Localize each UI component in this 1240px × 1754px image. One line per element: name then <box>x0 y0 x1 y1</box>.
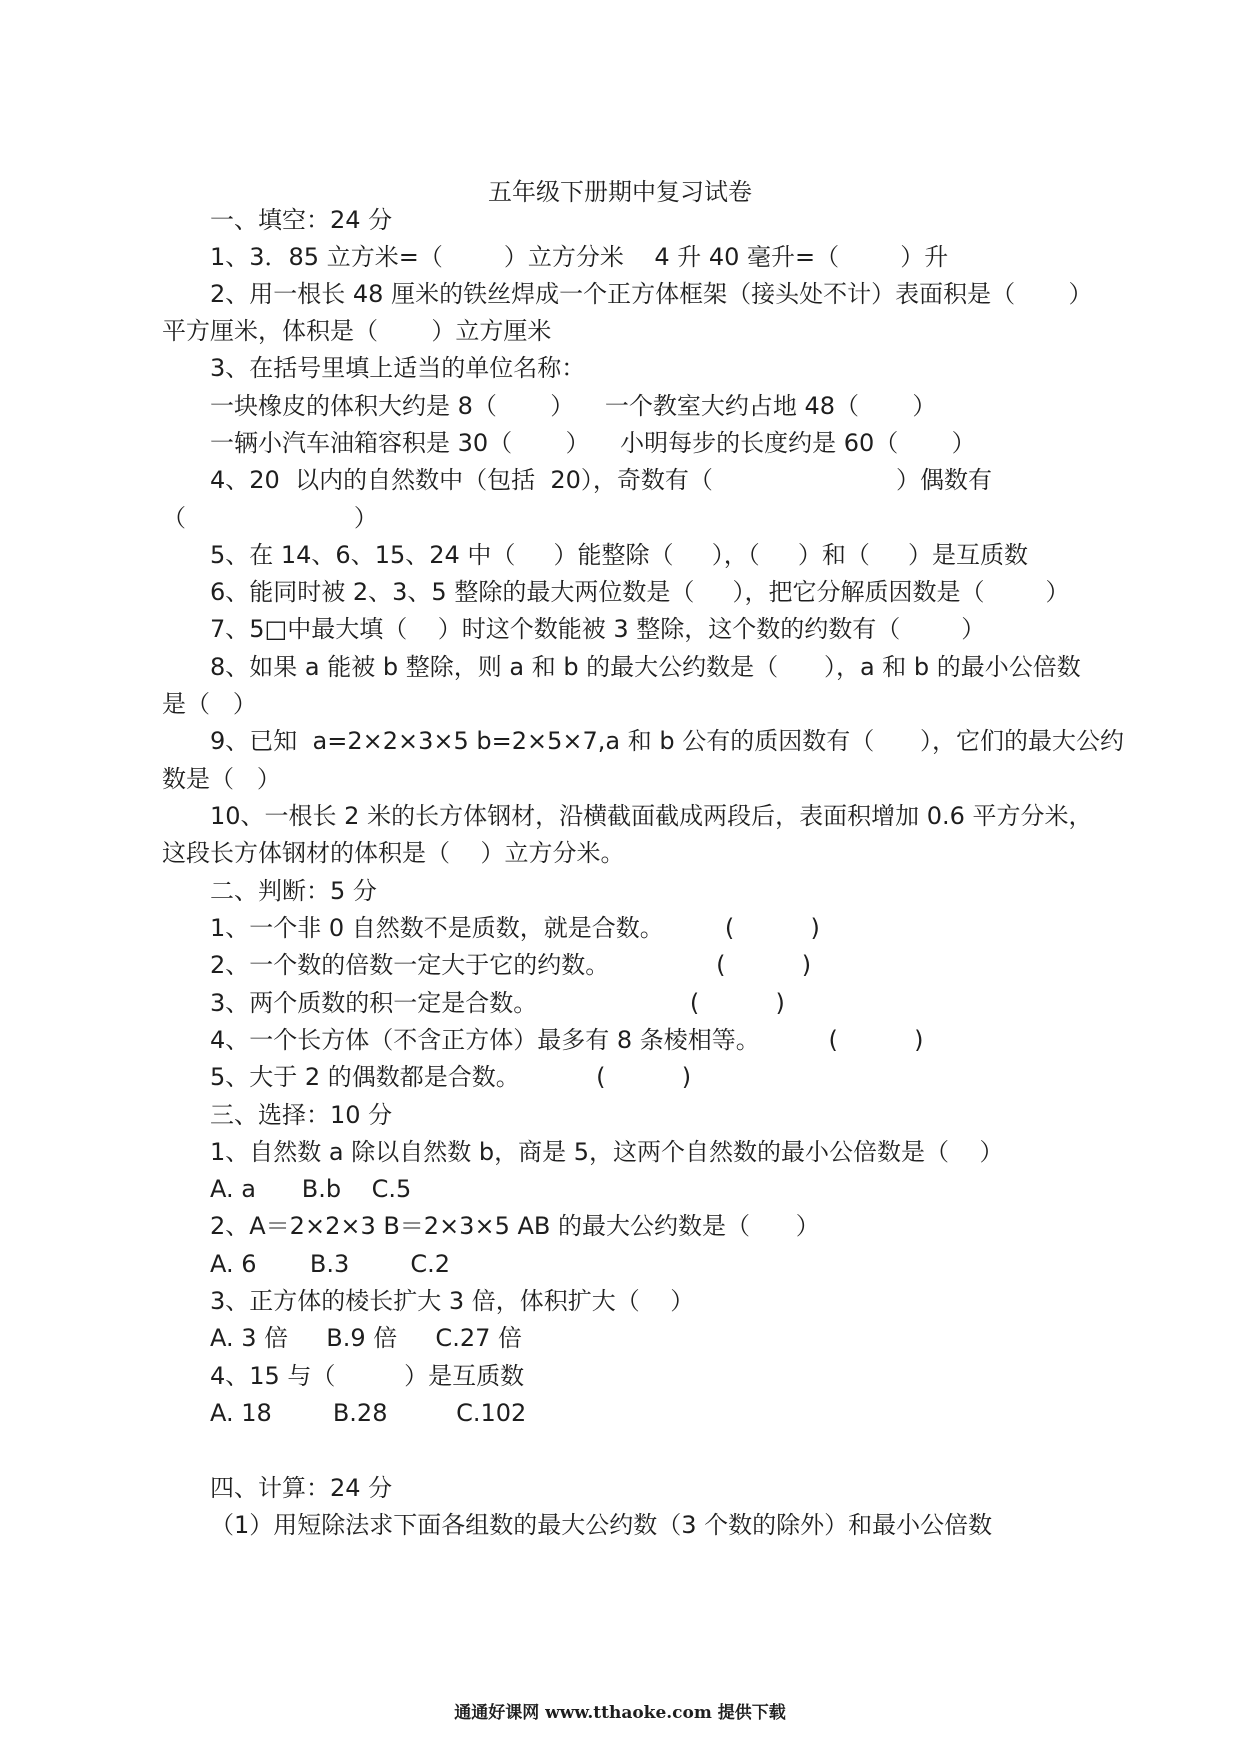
text-line: 四、计算：24 分 <box>210 1474 393 1502</box>
page-title: 五年级下册期中复习试卷 <box>488 178 752 206</box>
text-line: 2、用一根长 48 厘米的铁丝焊成一个正方体框架（接头处不计）表面积是（ ） <box>210 280 1093 308</box>
text-line: 2、一个数的倍数一定大于它的约数。 ( ) <box>210 951 812 979</box>
text-line: 3、在括号里填上适当的单位名称： <box>210 354 586 382</box>
text-line: 2、A＝2×2×3 B＝2×3×5 AB 的最大公约数是（ ） <box>210 1212 820 1240</box>
text-line: 3、正方体的棱长扩大 3 倍，体积扩大（ ） <box>210 1287 695 1315</box>
text-line: A. a B.b C.5 <box>210 1175 412 1203</box>
text-line: 一、填空：24 分 <box>210 206 393 234</box>
text-line: 10、一根长 2 米的长方体钢材，沿横截面截成两段后，表面积增加 0.6 平方分米， <box>210 802 1093 830</box>
text-line: 这段长方体钢材的体积是（ ）立方分米。 <box>162 839 625 867</box>
text-line: 数是（ ） <box>162 765 281 793</box>
text-line: 是（ ） <box>162 690 257 718</box>
text-line: 6、能同时被 2、3、5 整除的最大两位数是（ ），把它分解质因数是（ ） <box>210 578 1070 606</box>
text-line: 7、5□中最大填（ ）时这个数能被 3 整除，这个数的约数有（ ） <box>210 615 986 643</box>
text-line: 一辆小汽车油箱容积是 30（ ） 小明每步的长度约是 60（ ） <box>210 429 976 457</box>
text-line: 1、一个非 0 自然数不是质数，就是合数。 ( ) <box>210 914 820 942</box>
text-line: 5、在 14、6、15、24 中（ ）能整除（ ），（ ）和（ ）是互质数 <box>210 541 1028 569</box>
text-line: 4、一个长方体（不含正方体）最多有 8 条棱相等。 ( ) <box>210 1026 924 1054</box>
text-line: 3、两个质数的积一定是合数。 ( ) <box>210 989 785 1017</box>
text-line: 4、15 与（ ）是互质数 <box>210 1362 525 1390</box>
text-line: （ ） <box>162 504 378 532</box>
text-line: A. 18 B.28 C.102 <box>210 1399 527 1427</box>
text-line: 4、20 以内的自然数中（包括 20），奇数有（ ）偶数有 <box>210 466 992 494</box>
text-line: 9、已知 a=2×2×3×5 b=2×5×7,a 和 b 公有的质因数有（ ），它们的最大公约 <box>210 727 1124 755</box>
text-line: 8、如果 a 能被 b 整除，则 a 和 b 的最大公约数是（ ），a 和 b 的最小公倍数 <box>210 653 1081 681</box>
text-line: 1、自然数 a 除以自然数 b，商是 5，这两个自然数的最小公倍数是（ ） <box>210 1138 1004 1166</box>
footer-credit: 通通好课网 www.tthaoke.com 提供下载 <box>454 1703 786 1723</box>
text-line: 一块橡皮的体积大约是 8（ ） 一个教室大约占地 48（ ） <box>210 392 937 420</box>
text-line: 二、判断：5 分 <box>210 877 377 905</box>
text-line: 平方厘米，体积是（ ）立方厘米 <box>162 317 552 345</box>
text-line: 5、大于 2 的偶数都是合数。 ( ) <box>210 1063 692 1091</box>
text-line: A. 6 B.3 C.2 <box>210 1250 450 1278</box>
text-line: A. 3 倍 B.9 倍 C.27 倍 <box>210 1324 522 1352</box>
text-line: （1）用短除法求下面各组数的最大公约数（3 个数的除外）和最小公倍数 <box>210 1511 993 1539</box>
text-line: 1、3．85 立方米=（ ）立方分米 4 升 40 毫升=（ ）升 <box>210 243 949 271</box>
text-line: 三、选择：10 分 <box>210 1101 393 1129</box>
